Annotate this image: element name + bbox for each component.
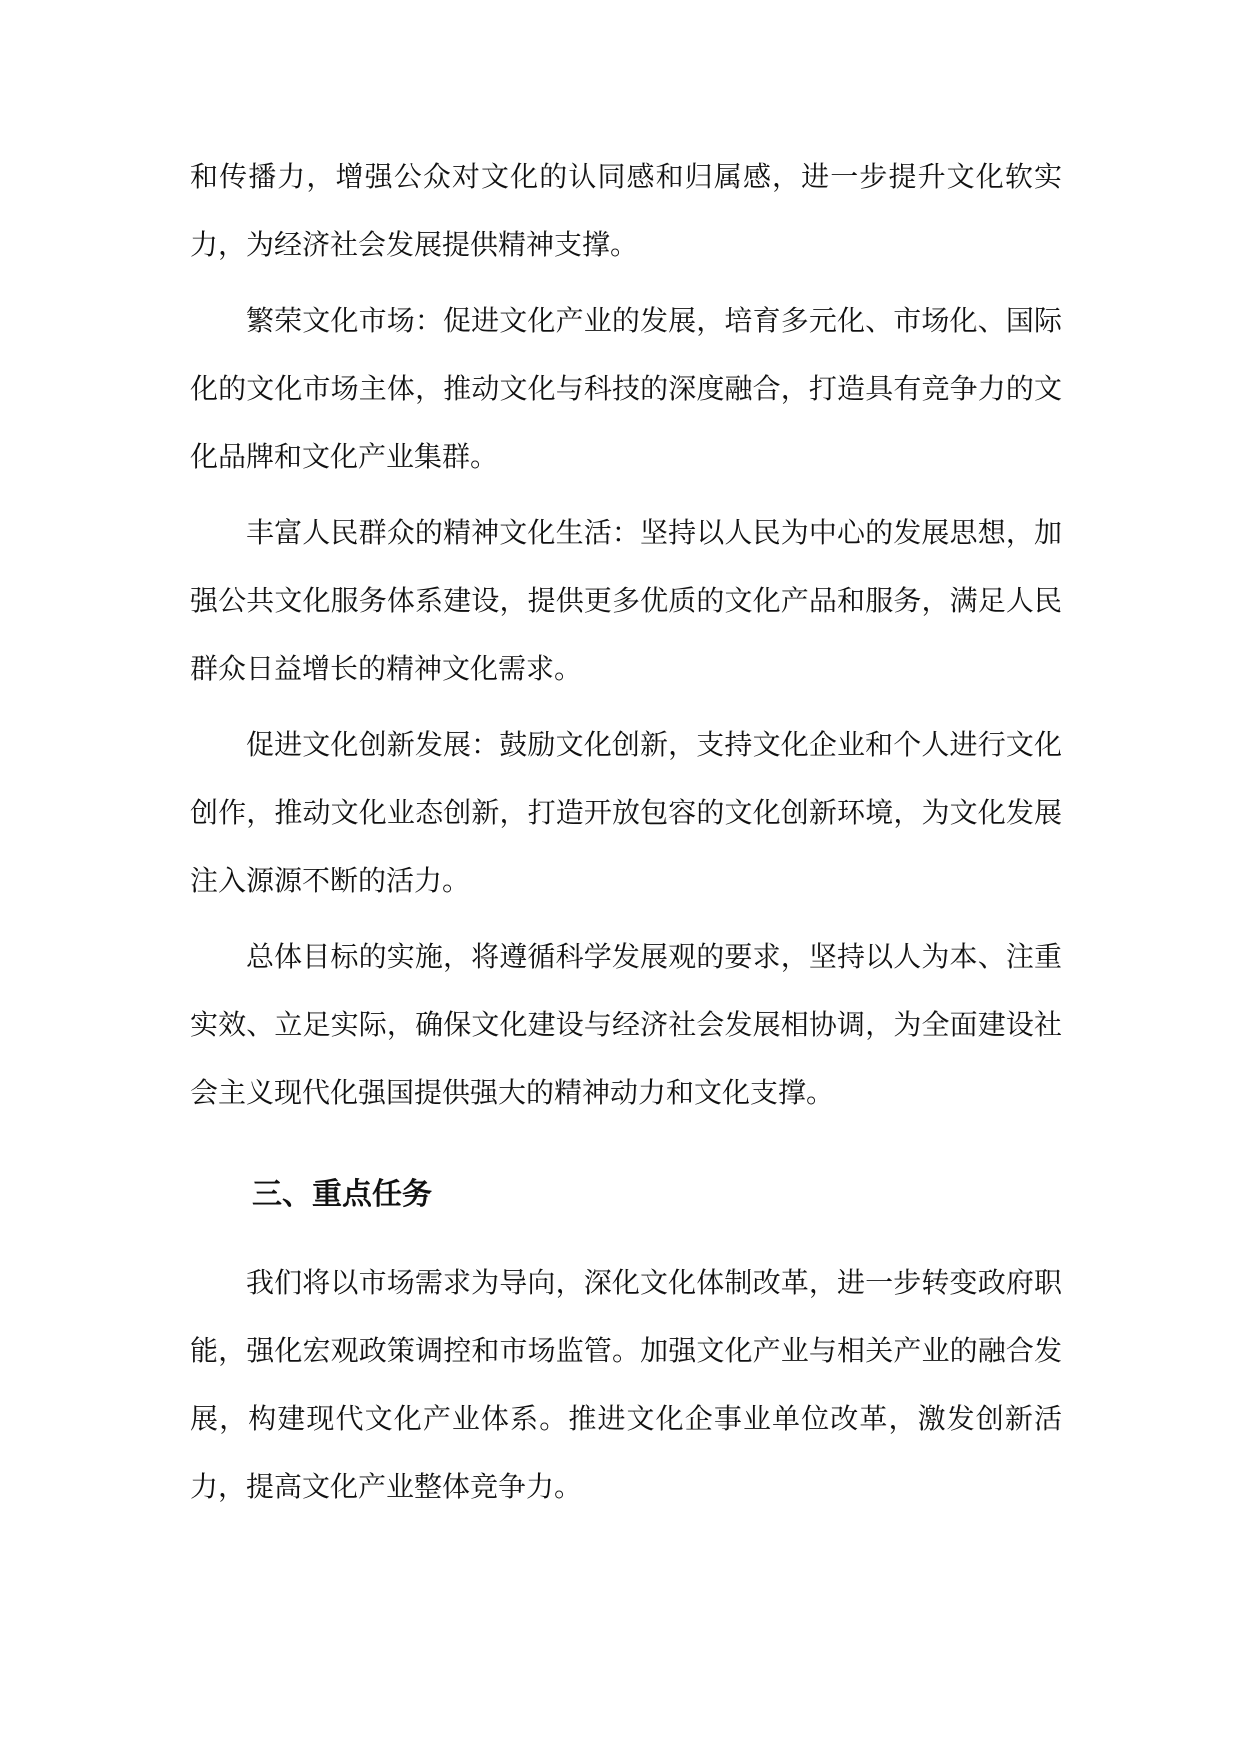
section-heading: 三、重点任务 xyxy=(252,1177,432,1212)
paragraph-enrich-spiritual-life: 丰富人民群众的精神文化生活：坚持以人民为中心的发展思想，加强公共文化服务体系建设，提供更多优质的文化产品和服务，满足人民群众日益增长的精神文化需求。 xyxy=(190,516,1062,685)
document-body xyxy=(190,143,1062,1529)
paragraph-key-tasks: 我们将以市场需求为导向，深化文化体制改革，进一步转变政府职能，强化宏观政策调控和市场监管。加强文化产业与相关产业的融合发展，构建现代文化产业体系。推进文化企事业单位改革，激发创新活力，提高文化产业整体竞争力。 xyxy=(190,1266,1062,1503)
paragraph-prosper-culture-market: 繁荣文化市场：促进文化产业的发展，培育多元化、市场化、国际化的文化市场主体，推动文化与科技的深度融合，打造具有竞争力的文化品牌和文化产业集群。 xyxy=(190,304,1062,473)
paragraph-continuation: 和传播力，增强公众对文化的认同感和归属感，进一步提升文化软实力，为经济社会发展提供精神支撑。 xyxy=(190,160,1062,261)
paragraph-cultural-innovation: 促进文化创新发展：鼓励文化创新，支持文化企业和个人进行文化创作，推动文化业态创新，打造开放包容的文化创新环境，为文化发展注入源源不断的活力。 xyxy=(190,728,1062,897)
paragraph-overall-goal: 总体目标的实施，将遵循科学发展观的要求，坚持以人为本、注重实效、立足实际，确保文化建设与经济社会发展相协调，为全面建设社会主义现代化强国提供强大的精神动力和文化支撑。 xyxy=(190,940,1062,1109)
